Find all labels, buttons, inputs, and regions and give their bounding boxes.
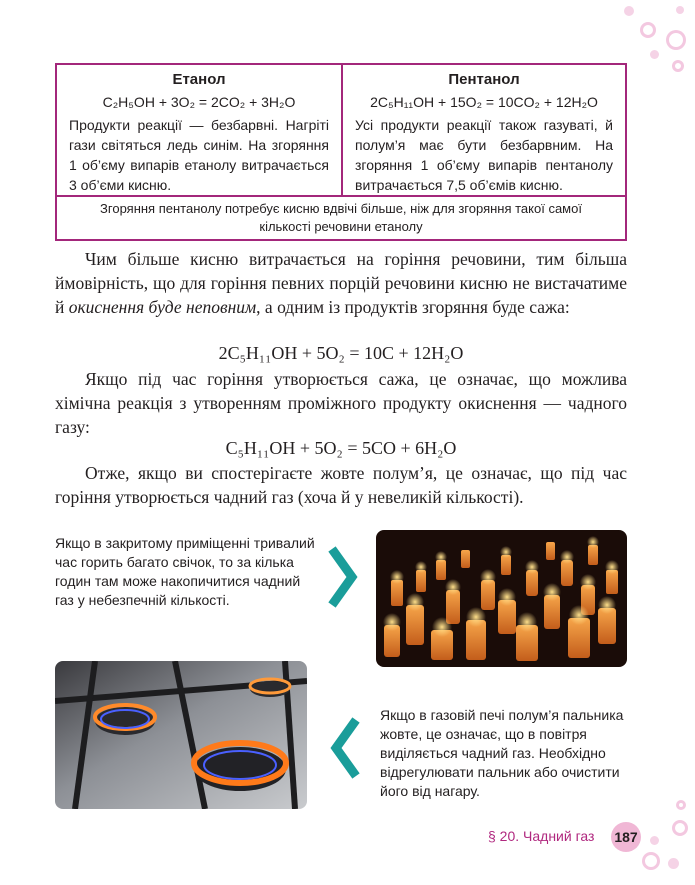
- decor-dot: [672, 820, 688, 836]
- pentanol-title: Пентанол: [448, 71, 520, 88]
- decor-dot: [650, 50, 659, 59]
- paragraph-1-italic: окиснення буде неповним: [68, 297, 257, 317]
- candles-note: Якщо в закритому приміщенні тривалий час горить багато свічок, то за кілька годин там може накопичитися чадний газ у небезпечній кількості.: [55, 535, 315, 608]
- decor-dot: [668, 858, 679, 869]
- paragraph-3: [55, 461, 627, 509]
- candles-photo: [376, 530, 627, 667]
- stove-note: Якщо в газовій печі полум’я пальника жовте, це означає, що в повітря виділяється чадний газ. Необхідно відрегулювати пальник або очистити його від нагару.: [380, 707, 624, 799]
- decor-dot: [672, 60, 684, 72]
- decor-dot: [642, 852, 660, 870]
- ethanol-title: Етанол: [172, 71, 226, 88]
- decor-dot: [640, 22, 656, 38]
- decor-dot: [676, 6, 684, 14]
- paragraph-2-text: Якщо під час горіння утворюється сажа, це означає, що можлива хімічна реакція з утворенням проміжного продукту окиснення — чадного газу:: [55, 369, 627, 437]
- ethanol-column: [57, 65, 343, 195]
- paragraph-1-start: Чим більше кисню витрачається на горіння речовини, тим більша ймовірність, що для горіння певних порцій речовини кисню не вистачатиме й: [55, 249, 627, 317]
- decor-dot: [676, 800, 686, 810]
- decor-dot: [666, 30, 686, 50]
- pentanol-equation: 2C₅H₁₁OH + 15O₂ = 10CO₂ + 12H₂O: [370, 94, 598, 110]
- paragraph-1: [55, 247, 627, 319]
- comparison-table: [55, 63, 627, 241]
- formula-carbon-monoxide: C₅H₁₁OH + 5O₂ = 5CO + 6H₂O: [225, 438, 457, 458]
- chevron-right-icon: [326, 545, 358, 609]
- section-label: § 20. Чадний газ: [488, 828, 595, 844]
- chevron-left-icon: [330, 716, 362, 780]
- gas-stove-photo: [55, 661, 307, 809]
- pentanol-description: Усі продукти реакції також газуваті, й полум’я має бути безбарвним. На згоряння 1 об’єму випарів пентанолу витрачається 7,5 об’ємів кисню.: [355, 117, 613, 193]
- paragraph-2: [55, 367, 627, 439]
- formula-soot: 2C₅H₁₁OH + 5O₂ = 10C + 12H₂O: [218, 343, 464, 363]
- ethanol-equation: C₂H₅OH + 3O₂ = 2CO₂ + 3H₂O: [102, 94, 296, 110]
- table-conclusion: Згоряння пентанолу потребує кисню вдвічі більше, ніж для згоряння такої самої кількості речовини етанолу: [57, 195, 625, 239]
- paragraph-3-text: Отже, якщо ви спостерігаєте жовте полум’я, це означає, що під час горіння утворюється чадний газ (хоча й у невеликій кількості).: [55, 463, 627, 507]
- ethanol-description: Продукти реакції — безбарвні. Нагріті гази світяться ледь синім. На згоряння 1 об’єму випарів етанолу витрачається 3 об’єми кисню.: [69, 117, 329, 193]
- paragraph-1-end: , а одним із продуктів згоряння буде сажа:: [256, 297, 570, 317]
- decor-dot: [650, 836, 659, 845]
- pentanol-column: [343, 65, 625, 195]
- decor-dot: [624, 6, 634, 16]
- page-number: 187: [611, 822, 641, 852]
